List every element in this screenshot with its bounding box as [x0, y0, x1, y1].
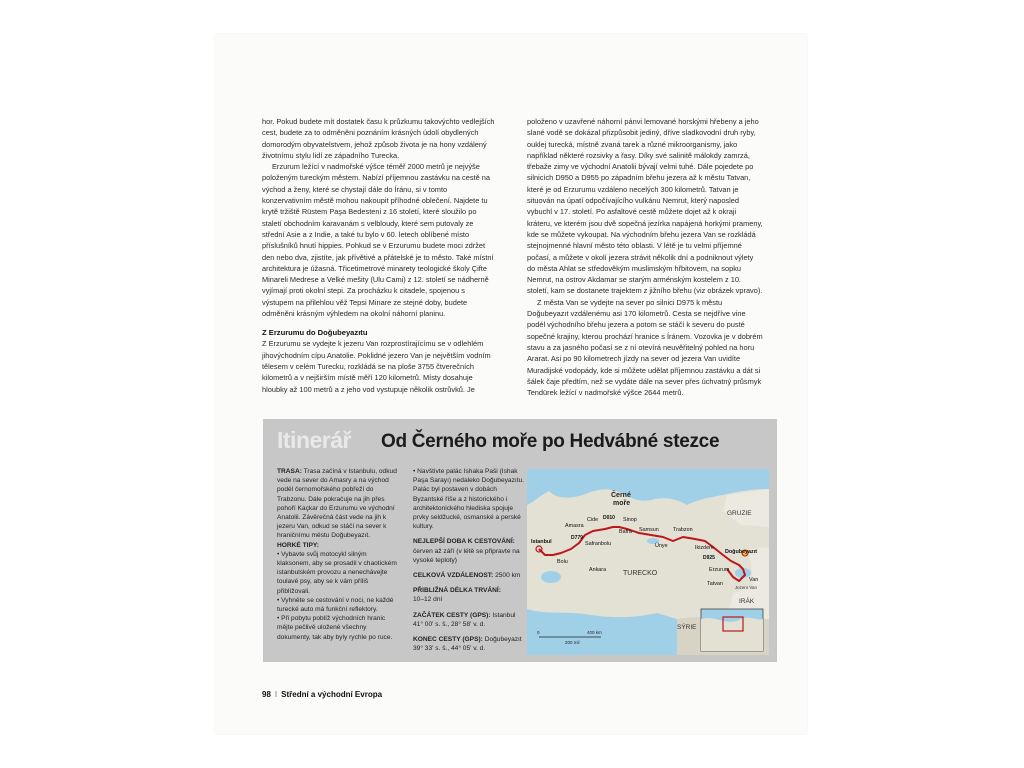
- map-road-d925: D925: [703, 555, 715, 561]
- distance-label: CELKOVÁ VZDÁLENOST:: [413, 572, 494, 580]
- tips-heading: [277, 541, 401, 550]
- map-sea-label-1: Černé: [611, 492, 631, 499]
- inset-land: [701, 618, 763, 651]
- duration-text: 10–12 dní: [413, 596, 443, 604]
- route-map: [527, 469, 769, 655]
- map-town-ikizdere: Ikizdere: [695, 545, 714, 551]
- map-town-trabzon: Trabzon: [673, 527, 693, 533]
- scale-km: 400 km: [587, 630, 602, 635]
- best-time-block: [413, 537, 525, 565]
- map-label-turecko: TURECKO: [623, 570, 658, 577]
- tip-3: • Při pobytu poblíž východních hranic mějte pečlivě uložené všechny dokumenty, tak aby byly rychle po ruce.: [277, 615, 393, 641]
- tips-heading-text: HORKÉ TIPY:: [277, 541, 320, 549]
- best-time-label: NEJLEPŠÍ DOBA K CESTOVÁNÍ:: [413, 538, 515, 546]
- tip-2: • Vyhněte se cestování v noci, ne každé turecké auto má funkční reflektory.: [277, 596, 394, 614]
- itinerary-heading: Od Černého moře po Hedvábné stezce: [381, 431, 720, 452]
- map-inset: [701, 609, 763, 651]
- tip-1: • Vybavte svůj motocykl silným klaksonem, aby se prosadil v chaotickém istanbulském provozu a nenechávejte toulavé psy, aby se k vám příliš přiblížovali.: [277, 550, 397, 595]
- map-lake-van-label: Jezero Van: [735, 585, 757, 590]
- end-block: [413, 635, 525, 653]
- end-text: Doğubeyazıt 39° 33' s. š., 44° 05' v. d.: [413, 636, 522, 653]
- left-text-column: [262, 116, 498, 395]
- footer-separator: I: [274, 690, 278, 699]
- end-label: KONEC CESTY (GPS):: [413, 636, 483, 644]
- left-paragraph-1: hor. Pokud budete mít dostatek času k průzkumu takovýchto vedlejších cest, budete za to odměněni poznáním krásných údolí obydlených domorodým obyvatelstvem, jehož způsob života je na hony vzdálený životnímu stylu lidí ze západního Turecka.: [262, 117, 495, 160]
- tip-4: • Navštivte palác Ishaka Paši (Ishak Paşa Sarayı) nedaleko Doğubeyazıtu. Palác byl postaven v dobách Byzantské říše a z historického i architektonického hlediska spojuje prvky seldžucké, osmanské a perské kultury.: [413, 468, 525, 531]
- duration-block: [413, 586, 525, 604]
- left-paragraph-3: Z Erzurumu se vydejte k jezeru Van rozprostírajícímu se v odlehlém jihovýchodním cípu Anatolie. Poklidné jezero Van je největším vodním tělesem v celém Turecku, rozkládá se na ploše 3755 čtverečních kilometrů a v nejširším místě měří 120 kilometrů. Místy dosahuje hloubky až 100 metrů a z jeho vod vystupuje několik ostrůvků. Je: [262, 339, 491, 394]
- map-aegean: [541, 571, 561, 583]
- page-footer: [262, 690, 382, 699]
- start-block: [413, 611, 525, 629]
- section-name: Střední a východní Evropa: [281, 690, 383, 699]
- distance-block: [413, 571, 525, 580]
- map-town-tatvan: Tatvan: [707, 581, 723, 587]
- itinerary-column-1: [277, 467, 401, 642]
- left-paragraph-2: Erzurum ležící v nadmořské výšce téměř 2000 metrů je nejvýše položeným tureckým městem. Nabízí příjemnou zastávku na cestě na východ a ženy, které se chystají dále do Íránu, si v tomto konzervativním městě mohou nakoupit příhodné oblečení. Najdete tu krytě tržiště Rüstem Paşa Bedesteni z 16 století, které sloužilo po staletí obchodním karavanám s velbloudy, které sem putovaly ze střední Asie a z Indie, a také tu bylo v 60. letech oblíbené místo příslušníků hnutí hippies. Pohkud se v Erzurumu budete moci zdržet den nebo dva, zjistíte, jak přívětivé a přátelské je to město. Také místní architektura je úžasná. Třicetimetrové minarety teologické školy Çifte Minareli Medrese a Velké mešity (Ulu Cami) z 12. století se nádherně vyjímají proti okolní stepi. Za procházku k citadele, spojenou s výstupem na přilehlou věž Tepsi Minare ze stejné doby, budete odměněni krásným výhledem na okolní náhorní planinu.: [262, 162, 494, 319]
- map-label-gruzie: GRUZIE: [727, 510, 752, 517]
- itinerary-box: [263, 419, 777, 662]
- map-town-ankara: Ankara: [589, 567, 607, 573]
- map-town-van: Van: [749, 577, 759, 583]
- map-town-cide: Cide: [587, 517, 599, 523]
- trasa-paragraph: [277, 467, 401, 541]
- map-road-d010: D010: [603, 515, 615, 521]
- map-town-samsun: Samsun: [639, 527, 659, 533]
- book-page: [215, 34, 807, 734]
- distance-text: 2500 km: [493, 572, 521, 580]
- map-town-erzurum: Erzurum: [709, 567, 730, 573]
- right-paragraph-2: Z města Van se vydejte na sever po silnici D975 k městu Doğubeyazıt vzdálenému asi 170 kilometrů. Cesta se nejdříve vine podél východního břehu jezera a potom se stáčí k severu do pusté sopečné krajiny, kterou prochází hranice s Íránem. Vozovka je v dobrém stavu a za jasného počasí se z ní otevírá neuvěřitelný pohled na horu Ararat. Asi po 90 kilometrech jízdy na sever od jezera Van uvidíte Muradijské vodopády, kde si můžete udělat příjemnou zastávku a dát si šálek čaje předtím, než se vydáte dále na sever přes úchvatný průsmyk Tendürek ležící v nadmořské výšce 2644 metrů.: [527, 297, 763, 398]
- right-paragraph-1: položeno v uzavřené náhorní pánvi lemované horskými hřebeny a jeho slané vodě se dokázal přizpůsobit jediný, dříve sladkovodní druh ryby, ouklej turecká, místně zvaná tarek a různé mikroorganismy, jako například některé rozsivky a řasy. Díky své salinitě málokdy zamrzá, třebaže zimy ve východní Anatolii bývají velmi tuhé. Dále pojedete po silnicích D950 a D955 po západním břehu jezera až k městu Tatvan, které je od Erzurumu vzdáleno necelých 300 kilometrů. Tatvan je situován na úpatí odpočívajícího vulkánu Nemrut, který naposled vybuchl v 17. století. Po asfaltové cestě můžete dojet až k okraji kráteru, ve kterém jsou dvě sopečná jezírka napájená horkými prameny, kde se můžete vykoupat. Na východním břehu jezera Van se rozkládá stejnojmenné hlavní město této oblasti. V létě je tu velmi příjemné počasí, a můžete v okolí jezera strávit několik dní a podniknout výlety do města Ahlat se středověkým muslimským hřbitovem, na sopku Nemrut, na ostrov Akdamar se starým arménským kostelem z 10. století, kam se dostanete trajektem z jižního břehu (viz obrázek vpravo).: [527, 117, 763, 296]
- best-time-text: červen až září (v létě se připravte na vysoké teploty): [413, 547, 520, 564]
- start-label: ZAČÁTEK CESTY (GPS):: [413, 611, 491, 619]
- scale-mi: 200 mil: [565, 640, 580, 645]
- itinerary-label: Itinerář: [277, 427, 351, 453]
- map-town-bafra: Bafra: [619, 529, 632, 535]
- map-road-d779: D779: [571, 535, 583, 541]
- itinerary-title-bar: [263, 419, 777, 461]
- map-label-syrie: SÝRIE: [677, 624, 697, 631]
- map-town-safranbolu: Safranbolu: [585, 541, 612, 547]
- trasa-text: Trasa začíná v Istanbulu, odkud vede na sever do Amasry a na východ podél černomořského pobřeží do Trabzonu. Dále pokračuje na jih přes pohoří Kaçkar do Erzurumu ve východní Anatolii. Závěrečná část vede na jih k jezeru Van, odkud se stáčí na sever k hraničnímu městu Doğubeyazıt.: [277, 468, 397, 540]
- right-text-column: [527, 116, 763, 398]
- map-town-dogubeyazit: Doğubeyazıt: [725, 549, 758, 555]
- map-sea-label-2: moře: [613, 500, 631, 507]
- map-town-istanbul: Istanbul: [531, 539, 552, 545]
- map-town-bolu: Bolu: [557, 559, 568, 565]
- map-town-unye: Ünye: [655, 543, 668, 549]
- section-heading: Z Erzurumu do Doğubeyazıtu: [262, 328, 368, 338]
- page-number: 98: [262, 690, 271, 699]
- start-text: Istanbul 41° 00' s. š., 28° 58' v. d.: [413, 611, 516, 628]
- map-town-sinop: Sinop: [623, 517, 637, 523]
- itinerary-column-2: [413, 467, 525, 653]
- map-town-amasra: Amasra: [565, 523, 584, 529]
- map-label-irak: IRÁK: [739, 598, 755, 605]
- trasa-label: TRASA:: [277, 468, 302, 475]
- duration-label: PŘIBLIŽNÁ DÉLKA TRVÁNÍ:: [413, 587, 501, 595]
- scale-zero: 0: [537, 630, 540, 635]
